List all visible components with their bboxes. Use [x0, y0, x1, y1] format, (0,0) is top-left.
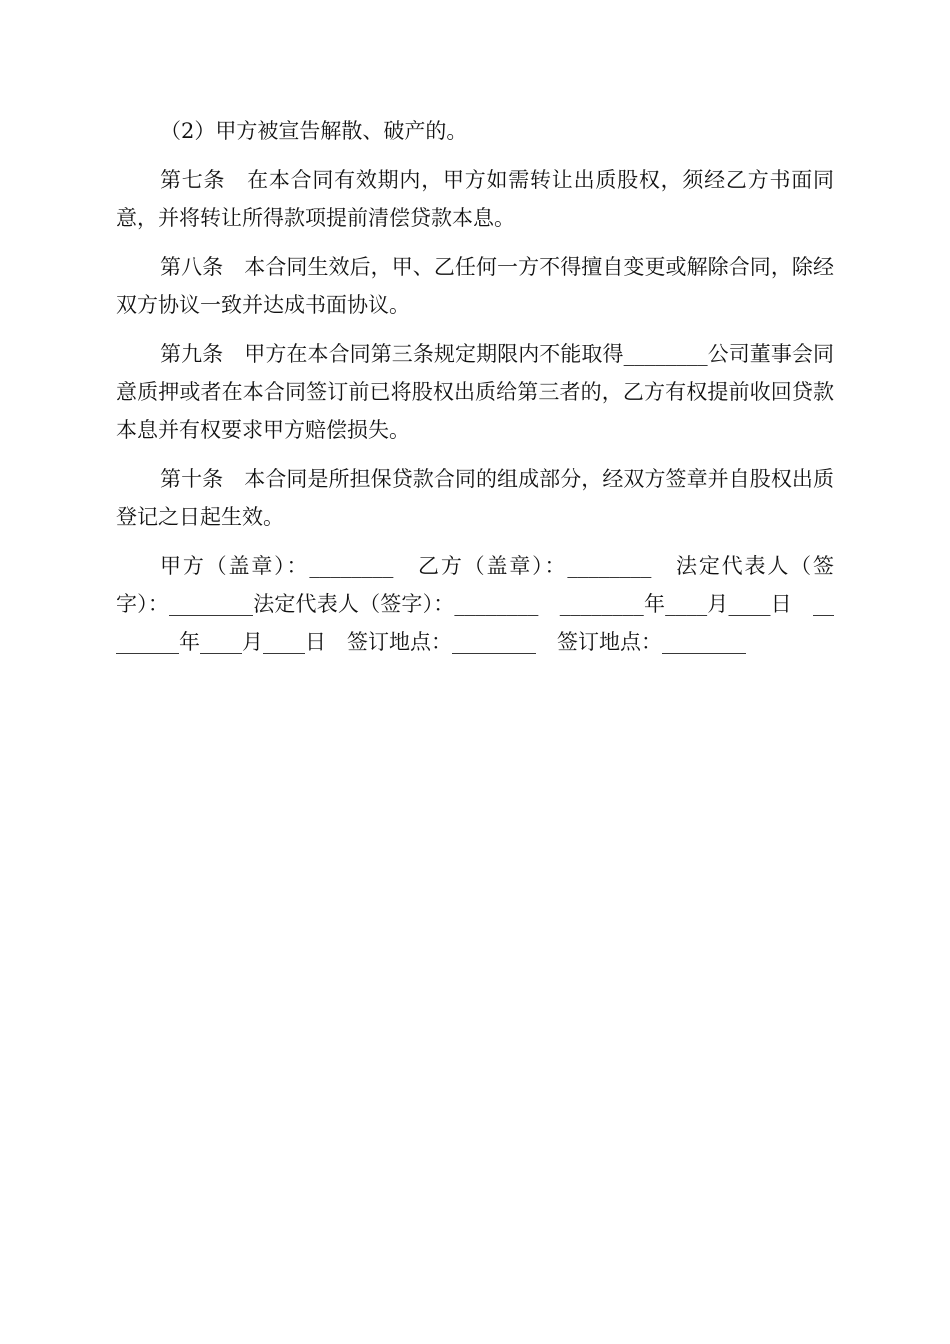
- paragraph-clause-6-item-2: （2）甲方被宣告解散、破产的。: [160, 119, 468, 143]
- paragraph-article-10: 第十条 本合同是所担保贷款合同的组成部分，经双方签章并自股权出质登记之日起生效。: [116, 467, 834, 529]
- paragraph-article-8: 第八条 本合同生效后，甲、乙任何一方不得擅自变更或解除合同，除经双方协议一致并达成书面协议。: [116, 255, 834, 317]
- document-body: [116, 112, 834, 672]
- paragraph-article-7: 第七条 在本合同有效期内，甲方如需转让出质股权，须经乙方书面同意，并将转让所得款项提前清偿贷款本息。: [116, 168, 834, 230]
- signature-block: 甲方（盖章）：________ 乙方（盖章）：________ 法定代表人（签字）：________法定代表人（签字）：________ ________年____月____日 ________年____月____日 签订地点：________ 签订地点：________: [116, 554, 834, 654]
- paragraph-article-9: 第九条 甲方在本合同第三条规定期限内不能取得________公司董事会同意质押或者在本合同签订前已将股权出质给第三者的，乙方有权提前收回贷款本息并有权要求甲方赔偿损失。: [116, 342, 834, 442]
